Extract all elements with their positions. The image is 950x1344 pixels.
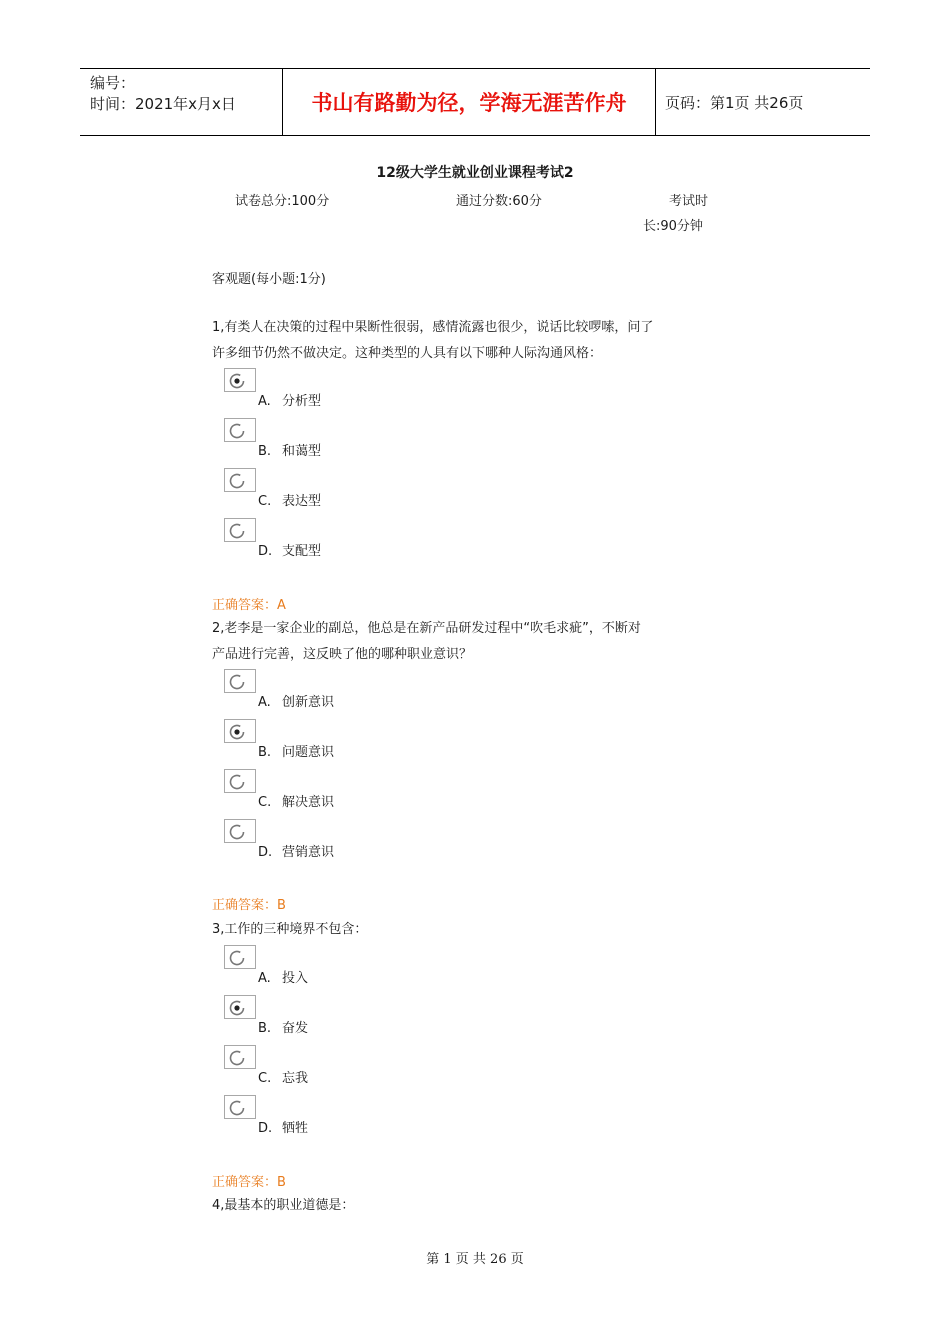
question-4 bbox=[212, 1193, 712, 1219]
q2-option-c[interactable] bbox=[224, 769, 524, 813]
q3-option-c[interactable] bbox=[224, 1045, 524, 1089]
header-motto: 书山有路勤为径，学海无涯苦作舟 bbox=[282, 69, 656, 135]
radio-unchecked-icon[interactable] bbox=[224, 1095, 256, 1119]
question-text-line: 2,老李是一家企业的副总，他总是在新产品研发过程中“吹毛求疵”，不断对 bbox=[212, 621, 641, 636]
q2-option-b[interactable] bbox=[224, 719, 524, 763]
q3-option-d[interactable] bbox=[224, 1095, 524, 1139]
option-letter: D. bbox=[258, 845, 273, 860]
exam-duration-line1: 考试时 bbox=[669, 194, 709, 209]
section-heading: 客观题(每小题:1分) bbox=[212, 272, 326, 287]
correct-answer: 正确答案：B bbox=[212, 1175, 286, 1190]
option-letter: B. bbox=[258, 444, 272, 459]
document-number-label: 编号： bbox=[90, 74, 136, 92]
question-text-line: 许多细节仍然不做决定。这种类型的人具有以下哪种人际沟通风格： bbox=[212, 346, 603, 361]
header-left-cell bbox=[80, 69, 282, 135]
option-letter: B. bbox=[258, 1021, 272, 1036]
header-page-info: 页码：第1页 共26页 bbox=[665, 93, 804, 112]
option-text: 忘我 bbox=[282, 1071, 309, 1086]
option-letter: A. bbox=[258, 695, 271, 710]
radio-checked-icon[interactable] bbox=[224, 719, 256, 743]
exam-pass-score: 通过分数:60分 bbox=[456, 194, 542, 209]
question-2 bbox=[212, 616, 712, 668]
question-text-line: 4,最基本的职业道德是： bbox=[212, 1198, 355, 1213]
option-text: 分析型 bbox=[282, 394, 322, 409]
option-letter: C. bbox=[258, 1071, 272, 1086]
question-text-line: 3,工作的三种境界不包含： bbox=[212, 922, 368, 937]
option-text: 问题意识 bbox=[282, 745, 335, 760]
question-3 bbox=[212, 917, 712, 943]
radio-checked-icon[interactable] bbox=[224, 995, 256, 1019]
correct-answer: 正确答案：B bbox=[212, 898, 286, 913]
exam-title: 12级大学生就业创业课程考试2 bbox=[376, 165, 574, 181]
option-letter: A. bbox=[258, 394, 271, 409]
radio-unchecked-icon[interactable] bbox=[224, 468, 256, 492]
option-text: 和蔼型 bbox=[282, 444, 322, 459]
question-text-line: 1,有类人在决策的过程中果断性很弱，感情流露也很少，说话比较啰嗦，问了 bbox=[212, 320, 654, 335]
q1-option-d[interactable] bbox=[224, 518, 524, 562]
option-text: 表达型 bbox=[282, 494, 322, 509]
exam-duration-line2: 长:90分钟 bbox=[643, 219, 703, 234]
q2-option-d[interactable] bbox=[224, 819, 524, 863]
option-letter: C. bbox=[258, 795, 272, 810]
radio-unchecked-icon[interactable] bbox=[224, 518, 256, 542]
question-1 bbox=[212, 315, 712, 367]
header-table bbox=[80, 68, 870, 136]
radio-unchecked-icon[interactable] bbox=[224, 945, 256, 969]
radio-unchecked-icon[interactable] bbox=[224, 819, 256, 843]
q2-option-a[interactable] bbox=[224, 669, 524, 713]
q3-option-b[interactable] bbox=[224, 995, 524, 1039]
option-text: 支配型 bbox=[282, 544, 322, 559]
option-text: 投入 bbox=[282, 971, 309, 986]
option-text: 创新意识 bbox=[282, 695, 335, 710]
correct-answer: 正确答案：A bbox=[212, 598, 286, 613]
option-letter: B. bbox=[258, 745, 272, 760]
radio-unchecked-icon[interactable] bbox=[224, 669, 256, 693]
option-text: 营销意识 bbox=[282, 845, 335, 860]
question-text-line: 产品进行完善，这反映了他的哪种职业意识？ bbox=[212, 647, 473, 662]
option-text: 解决意识 bbox=[282, 795, 335, 810]
option-text: 奋发 bbox=[282, 1021, 309, 1036]
radio-unchecked-icon[interactable] bbox=[224, 418, 256, 442]
q1-option-c[interactable] bbox=[224, 468, 524, 512]
q3-option-a[interactable] bbox=[224, 945, 524, 989]
radio-unchecked-icon[interactable] bbox=[224, 1045, 256, 1069]
option-text: 牺牲 bbox=[282, 1121, 309, 1136]
option-letter: D. bbox=[258, 544, 273, 559]
option-letter: D. bbox=[258, 1121, 273, 1136]
radio-checked-icon[interactable] bbox=[224, 368, 256, 392]
document-time-label: 时间：2021年x月x日 bbox=[90, 95, 236, 113]
exam-total-score: 试卷总分:100分 bbox=[235, 194, 330, 209]
q1-option-b[interactable] bbox=[224, 418, 524, 462]
page-footer: 第 1 页 共 26 页 bbox=[426, 1252, 524, 1267]
option-letter: A. bbox=[258, 971, 271, 986]
option-letter: C. bbox=[258, 494, 272, 509]
radio-unchecked-icon[interactable] bbox=[224, 769, 256, 793]
q1-option-a[interactable] bbox=[224, 368, 524, 412]
